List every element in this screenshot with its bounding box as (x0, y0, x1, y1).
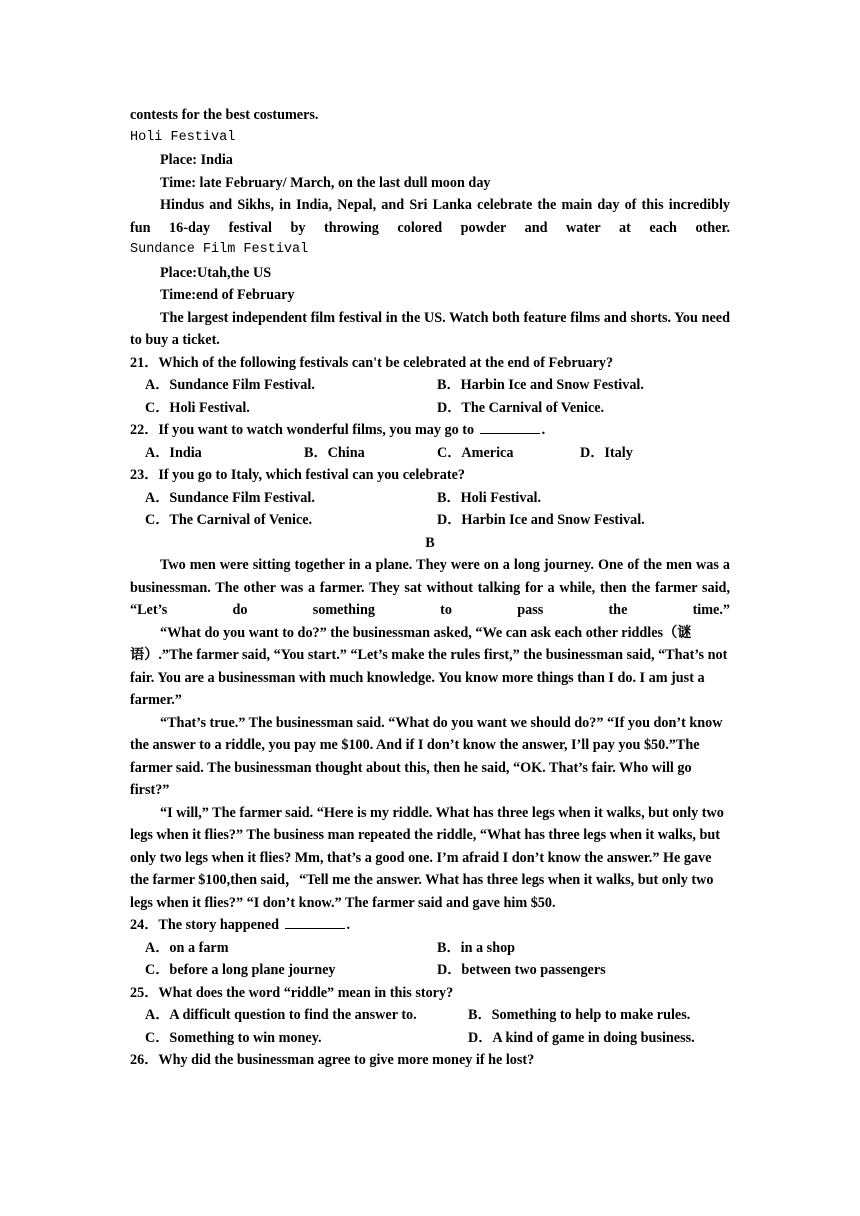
question-21-options-row2 (130, 397, 730, 420)
question-25-options-row1 (130, 1004, 730, 1027)
question-22-text: 22．If you want to watch wonderful films, you may go to (130, 422, 475, 438)
question-22-end: . (541, 422, 546, 438)
question-24-end: . (346, 917, 351, 933)
option-d: D．Harbin Ice and Snow Festival. (437, 512, 645, 528)
document-page (130, 104, 730, 1072)
story-paragraph-4: “I will,” The farmer said. “Here is my riddle. What has three legs when it walks, but only two legs when it flies?” The business man repeated the riddle, “What has three legs when it walks, but only two legs when it flies? Mm, that’s a good one. I’m afraid I don’t know the answer.” He gave the farmer $100,then said，“Tell me the answer. What has three legs when it walks, but only two legs when it flies?” “I don’t know.” The farmer said and gave him $50. (130, 804, 724, 911)
option-b: B．Something to help to make rules. (468, 1007, 691, 1023)
option-d: D．between two passengers (437, 962, 606, 978)
question-23-options-row1 (130, 487, 730, 510)
question-21-options-row1 (130, 374, 730, 397)
question-21-stem: 21．Which of the following festivals can't be celebrated at the end of February? (130, 354, 614, 371)
option-b: B．Harbin Ice and Snow Festival. (437, 377, 644, 393)
option-c: C．America (437, 444, 514, 461)
question-24-options-row1 (130, 937, 730, 960)
question-22-stem (130, 419, 730, 442)
sundance-description: The largest independent film festival in the US. Watch both feature films and shorts. You need to buy a ticket. (130, 309, 730, 348)
question-26-stem: 26．Why did the businessman agree to give more money if he lost? (130, 1052, 535, 1068)
question-22-options (130, 442, 730, 465)
sundance-place: Place:Utah,the US (160, 264, 272, 281)
option-a: A．A difficult question to find the answer to. (145, 1007, 417, 1023)
question-24-options-row2 (130, 959, 730, 982)
question-24-text: 24．The story happened (130, 917, 279, 933)
option-c: C．The Carnival of Venice. (145, 512, 313, 528)
option-b: B．in a shop (437, 939, 516, 956)
option-b: B．Holi Festival. (437, 489, 542, 506)
option-d: D．The Carnival of Venice. (437, 399, 605, 416)
question-23-stem: 23．If you go to Italy, which festival can you celebrate? (130, 467, 465, 483)
story-paragraph-3: “That’s true.” The businessman said. “What do you want we should do?” “If you don’t know the answer to a riddle, you pay me $100. And if I don’t know the answer, I’ll pay you $50.”The farmer said. The businessman thought about this, then he said, “OK. That’s fair. Who will go first?” (130, 714, 723, 798)
question-24-stem (130, 914, 730, 937)
question-25-options-row2 (130, 1027, 730, 1050)
answer-blank (285, 914, 345, 929)
holi-place: Place: India (160, 152, 233, 168)
section-title-sundance: Sundance Film Festival (130, 242, 309, 257)
option-c: C．Something to win money. (145, 1029, 322, 1046)
option-b: B．China (304, 444, 365, 461)
option-c: C．before a long plane journey (145, 962, 336, 978)
story-paragraph-2: “What do you want to do?” the businessman asked, “We can ask each other riddles（谜语）.”The farmer said, “You start.” “Let’s make the rules first,” the businessman said, “That’s not fair. You are a businessman with much knowledge. You know more things than I do. I am just a farmer.” (130, 624, 728, 708)
question-23-options-row2 (130, 509, 730, 532)
option-a: A．Sundance Film Festival. (145, 489, 315, 506)
option-a: A．India (145, 444, 202, 461)
answer-blank (480, 419, 540, 434)
option-d: D．A kind of game in doing business. (468, 1029, 695, 1046)
option-a: A．on a farm (145, 939, 229, 956)
question-25-stem: 25．What does the word “riddle” mean in this story? (130, 984, 454, 1001)
option-d: D．Italy (580, 444, 633, 461)
option-a: A．Sundance Film Festival. (145, 377, 315, 393)
sundance-time: Time:end of February (160, 287, 295, 303)
text-line: contests for the best costumers. (130, 107, 319, 123)
holi-description: Hindus and Sikhs, in India, Nepal, and Sri Lanka celebrate the main day of this incredibly fun 16-day festival by throwing colored powder and water at each other. (130, 197, 730, 236)
section-title-holi: Holi Festival (130, 129, 236, 145)
option-c: C．Holi Festival. (145, 399, 250, 416)
holi-time: Time: late February/ March, on the last dull moon day (160, 174, 491, 191)
section-b-heading: B (425, 534, 435, 551)
story-paragraph-1: Two men were sitting together in a plane. They were on a long journey. One of the men was a businessman. The other was a farmer. They sat without talking for a while, then the farmer said, “Let’s do something to pass the time.” (130, 557, 730, 618)
